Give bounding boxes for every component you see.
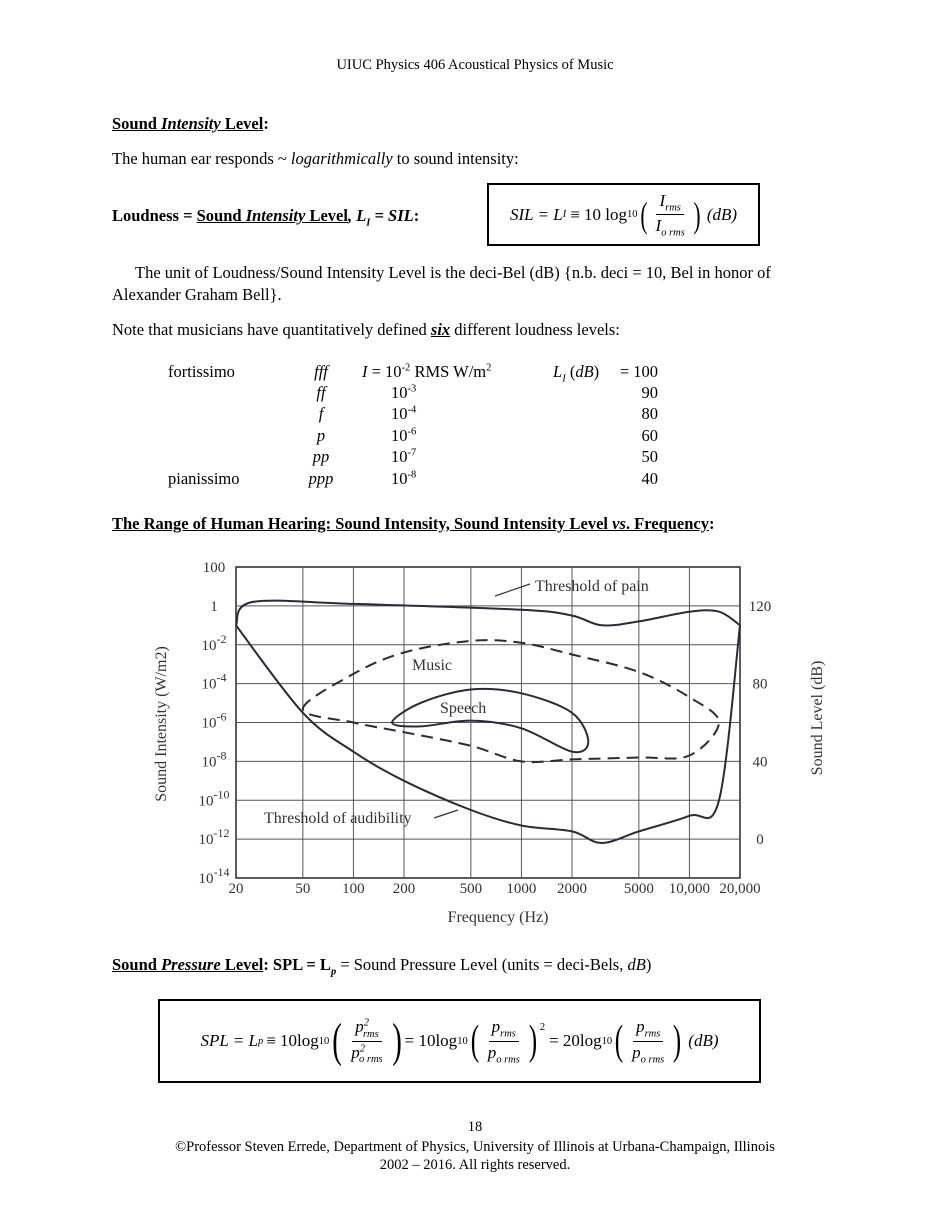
y-axis-title: Sound Intensity (W/m2)	[153, 646, 170, 802]
formula-text: o rms	[661, 227, 685, 239]
y-tick-label: $10^{-12}$	[198, 826, 230, 849]
formula-text: I	[659, 190, 666, 210]
loudness-name: pianissimo	[168, 469, 240, 488]
title-part: :	[263, 114, 269, 133]
fraction	[629, 1017, 667, 1065]
x-tick-label: 20,000	[719, 881, 761, 897]
formula-text: o rms	[359, 1053, 383, 1065]
x-tick-label: 500	[459, 881, 483, 897]
level-value: 80	[641, 404, 658, 423]
intensity-value: $I = 10^{-2}$ RMS $W/m^2$	[362, 362, 492, 381]
text: , L	[347, 206, 367, 225]
y-tick-label: $10^{-4}$	[201, 670, 227, 693]
section-title-pressure	[112, 955, 651, 977]
note-text	[112, 320, 620, 340]
y-axis-right-title: Sound Level (dB)	[809, 660, 826, 776]
formula-text: 2	[359, 1042, 365, 1054]
loudness-name: fortissimo	[168, 362, 235, 381]
formula-text: 10	[627, 209, 638, 220]
text: Intensity	[245, 206, 306, 225]
formula-text: rms	[362, 1028, 379, 1040]
paren-close: )	[693, 194, 701, 235]
page-number: 18	[467, 1119, 483, 1135]
y-tick-label: $10^{-6}$	[201, 709, 227, 732]
text: p	[330, 966, 337, 978]
paren-open: (	[639, 194, 648, 235]
x-tick-label: 100	[342, 881, 365, 897]
text: Level	[305, 206, 348, 225]
text: logarithmically	[290, 149, 393, 168]
text: to sound intensity:	[392, 149, 519, 168]
x-tick-label: 20	[228, 881, 244, 897]
series-curve-threshold-of-pain	[236, 601, 740, 626]
formula-text: 2	[363, 1017, 369, 1029]
text: Loudness =	[112, 206, 197, 225]
formula-text: 10	[601, 1035, 613, 1047]
formula-text: 10	[457, 1035, 468, 1047]
y-right-tick-label: 40	[752, 754, 768, 771]
formula-text: p	[491, 1017, 501, 1037]
formula-text: rms	[500, 1028, 516, 1040]
formula-text: ≡ 10 log	[570, 204, 628, 224]
title-part: Intensity	[161, 114, 221, 133]
level-value: = 100	[619, 362, 658, 381]
text: I	[366, 217, 371, 229]
formula-text: SIL = L	[509, 204, 563, 224]
text: = SIL	[370, 206, 414, 225]
formula-text: I	[655, 216, 662, 235]
formula-text: ≡ 10log	[266, 1031, 319, 1050]
text: vs	[612, 514, 626, 533]
hearing-range-chart	[0, 545, 950, 930]
annotation-arrow-audibility	[434, 810, 458, 818]
section-title-range	[112, 514, 715, 534]
spl-formula-box	[158, 999, 761, 1083]
y-tick-label: $10^{-2}$	[201, 631, 227, 654]
annotation-threshold-of-audibility: Threshold of audibility	[264, 810, 412, 827]
series-curve-music	[303, 640, 719, 762]
annotation-threshold-of-pain: Threshold of pain	[535, 578, 649, 595]
formula-text: p	[487, 1042, 497, 1062]
paren-open: (	[470, 1018, 479, 1064]
intensity-value: $10^{-3}$	[391, 383, 417, 402]
sil-formula-box	[487, 183, 760, 246]
text: six	[430, 320, 451, 339]
y-tick-label: $10^{-8}$	[201, 748, 227, 771]
formula-text: rms	[665, 202, 681, 213]
text: Sound	[112, 955, 162, 974]
dynamic-mark: pp	[312, 447, 330, 466]
text: : SPL = L	[263, 955, 331, 974]
y-right-tick-label: 0	[756, 832, 764, 849]
paren-close: )	[673, 1018, 682, 1064]
formula-text: 10	[318, 1035, 330, 1047]
intro-text	[112, 149, 519, 169]
x-tick-label: 50	[295, 881, 311, 897]
text: = Sound Pressure Level (units = deci-Bels,	[336, 955, 628, 974]
intensity-value: $10^{-4}$	[391, 404, 417, 423]
formula-text: p	[355, 1017, 364, 1037]
text: dB	[627, 955, 646, 974]
text: Level	[220, 955, 264, 974]
y-tick-label: $10^{-14}$	[198, 865, 230, 887]
intensity-value: $10^{-6}$	[391, 426, 417, 445]
x-tick-label: 10,000	[668, 881, 711, 897]
formula-text: I	[562, 209, 567, 220]
level-value: 60	[641, 426, 658, 445]
text: The human ear responds ~	[112, 149, 291, 168]
unit-paragraph: The unit of Loudness/Sound Intensity Level is the deci-Bel (dB) {n.b. deci = 10, Bel in honor of Alexander Graham Bell}.	[112, 263, 771, 304]
paren-open: (	[614, 1018, 624, 1064]
formula-text: p	[351, 1042, 360, 1062]
formula-text: p	[632, 1042, 641, 1062]
x-tick-label: 1000	[506, 881, 537, 897]
formula-text: = 20log	[549, 1031, 602, 1050]
intensity-value: $10^{-8}$	[391, 469, 417, 488]
footer-line-1: ©Professor Steven Errede, Department of Physics, University of Illinois at Urbana-Champaign, Illinois	[175, 1139, 775, 1155]
text: The Range of Human Hearing: Sound Intensity, Sound Intensity Level	[112, 514, 613, 533]
series-curve-speech	[392, 689, 588, 752]
section-title-intensity	[112, 114, 269, 134]
formula-text: (dB)	[706, 204, 738, 224]
footer-line-2: 2002 – 2016. All rights reserved.	[379, 1157, 571, 1173]
formula-text: o rms	[640, 1053, 665, 1065]
x-tick-label: 2000	[557, 881, 587, 897]
y-tick-label: 1	[210, 598, 218, 615]
y-right-tick-label: 80	[752, 676, 768, 693]
level-value: 90	[641, 383, 658, 402]
formula-text: SPL = L	[200, 1031, 258, 1050]
text: . Frequency	[625, 514, 709, 533]
page-header: UIUC Physics 406 Acoustical Physics of Music	[336, 57, 614, 73]
dynamic-mark: ff	[316, 383, 326, 402]
text: Note that musicians have quantitatively defined	[112, 320, 431, 339]
title-part: Level	[220, 114, 264, 133]
x-tick-label: 200	[392, 881, 416, 897]
y-right-tick-label: 120	[748, 598, 772, 615]
level-value: 50	[641, 447, 658, 466]
level-label: $L_I$ (dB)	[553, 362, 600, 385]
title-part: Sound	[112, 114, 162, 133]
formula-text: rms	[644, 1028, 661, 1040]
paren-close: )	[528, 1018, 538, 1064]
text: Pressure	[161, 955, 221, 974]
level-value: 40	[641, 469, 658, 488]
fraction	[348, 1017, 385, 1065]
x-tick-label: 5000	[623, 881, 654, 897]
x-axis-title: Frequency (Hz)	[447, 909, 549, 926]
formula-text: (dB)	[688, 1031, 719, 1050]
y-tick-label: $10^{-10}$	[198, 787, 230, 810]
y-tick-label: 100	[202, 560, 226, 576]
annotation-music: Music	[412, 657, 452, 674]
paren-close: )	[391, 1014, 402, 1067]
dynamic-mark: p	[316, 426, 326, 445]
fraction	[485, 1017, 523, 1065]
fraction	[653, 191, 688, 239]
annotation-arrow-pain	[495, 584, 530, 596]
dynamic-mark: f	[318, 404, 324, 423]
intensity-value: $10^{-7}$	[391, 447, 417, 466]
text: different loudness levels:	[450, 320, 620, 339]
formula-text: 2	[539, 1021, 546, 1033]
dynamic-mark: ppp	[308, 469, 334, 488]
text: Sound	[196, 206, 246, 225]
formula-text: o rms	[496, 1053, 520, 1065]
formula-text: p	[636, 1017, 645, 1037]
text: :	[413, 206, 420, 225]
loudness-definition	[112, 206, 419, 228]
text: )	[645, 955, 652, 974]
paren-open: (	[332, 1014, 343, 1067]
annotation-speech: Speech	[440, 700, 487, 717]
formula-text: = 10log	[404, 1031, 458, 1050]
text: :	[709, 514, 715, 533]
formula-text: p	[257, 1035, 264, 1047]
dynamic-mark: fff	[314, 362, 328, 381]
